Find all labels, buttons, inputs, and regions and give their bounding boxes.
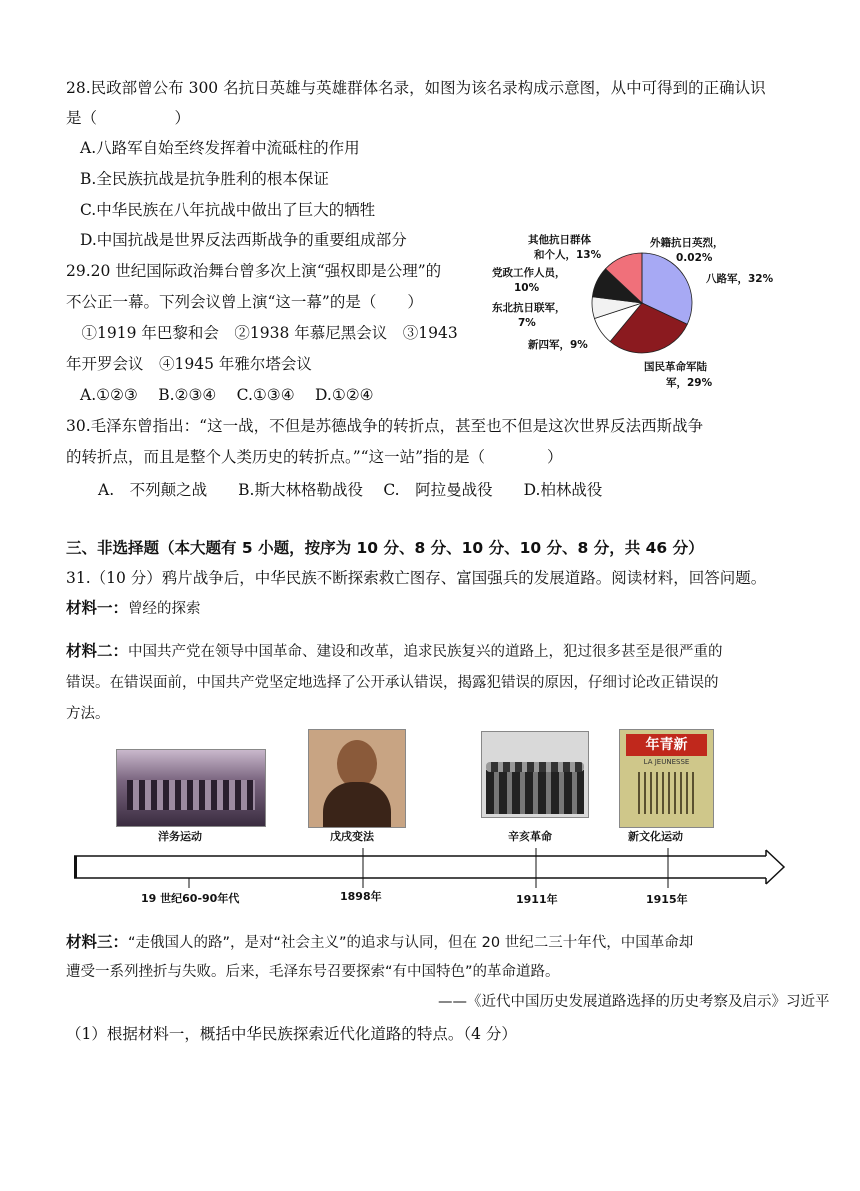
year-xinwenhua: 1915年 [646, 893, 688, 906]
material3-line2: 遭受一系列挫折与失败。后来，毛泽东号召要探索“有中国特色”的革命道路。 [66, 964, 560, 980]
label-other-b: 和个人，13% [534, 249, 602, 261]
label-dangzheng-a: 党政工作人员， [492, 267, 566, 279]
q31-sub1: （1）根据材料一，概括中华民族探索近代化道路的特点。（4 分） [66, 1025, 517, 1043]
label-dangzheng-b: 10% [514, 282, 540, 294]
label-balujun: 八路军，32% [706, 273, 774, 285]
material1-text: 曾经的探索 [128, 601, 201, 617]
yangwu-photo [116, 749, 266, 827]
material3-line1: 材料三：“走俄国人的路”，是对“社会主义”的追求与认同，但在 20 世纪二三十年代，中国革命却 [66, 933, 694, 951]
label-foreign-b: 0.02% [676, 252, 713, 264]
event-yangwu: 洋务运动 [158, 830, 202, 843]
event-xinwenhua: 新文化运动 [628, 830, 683, 843]
label-dongbei-b: 7% [518, 317, 536, 329]
q30-line2: 的转折点，而且是整个人类历史的转折点。”“这一站”指的是（ ） [66, 448, 563, 466]
label-other-a: 其他抗日群体 [528, 234, 591, 246]
q30-options: A. 不列颠之战 B.斯大林格勒战役 C. 阿拉曼战役 D.柏林战役 [98, 481, 603, 499]
q31-stem: 31.（10 分）鸦片战争后，中华民族不断探索救亡图存、富国强兵的发展道路。阅读材料，回答问题。 [66, 569, 767, 587]
pie-slices [592, 253, 692, 353]
label-xinsijun: 新四军，9% [528, 339, 588, 351]
label-guomin-b: 军，29% [666, 377, 713, 389]
q28-stem-line1: 28.民政部曾公布 300 名抗日英雄与英雄群体名录，如图为该名录构成示意图，从中可得到的正确认识 [66, 79, 766, 97]
event-xinhai: 辛亥革命 [508, 830, 552, 843]
label-foreign-a: 外籍抗日英烈， [650, 237, 724, 249]
year-yangwu: 19 世纪60-90年代 [141, 892, 240, 905]
material3-source: ——《近代中国历史发展道路选择的历史考察及启示》习近平 [438, 994, 830, 1010]
q29-line2: 不公正一幕。下列会议曾上演“这一幕”的是（ ） [66, 293, 423, 311]
q28-option-d: D.中国抗战是世界反法西斯战争的重要组成部分 [80, 231, 407, 249]
xinhai-group-photo [481, 731, 589, 818]
new-youth-magazine-cover [619, 729, 714, 828]
magazine-title: 年青新 [626, 734, 707, 756]
material2-line1: 材料二：中国共产党在领导中国革命、建设和改革，追求民族复兴的道路上，犯过很多甚至是很严重的 [66, 642, 723, 660]
q30-line1: 30.毛泽东曾指出：“这一战，不但是苏德战争的转折点，甚至也不但是这次世界反法西斯战争 [66, 417, 704, 435]
year-wuxu: 1898年 [340, 890, 382, 903]
kang-youwei-portrait [308, 729, 406, 828]
label-dongbei-a: 东北抗日联军， [492, 302, 566, 314]
q29-line3: ①1919 年巴黎和会 ②1938 年慕尼黑会议 ③1943 [66, 324, 458, 342]
year-xinhai: 1911年 [516, 893, 558, 906]
composition-pie-chart [488, 228, 788, 393]
q28-option-c: C.中华民族在八年抗战中做出了巨大的牺牲 [80, 201, 376, 219]
material1 [66, 598, 201, 619]
material2-line3: 方法。 [66, 706, 110, 722]
label-guomin-a: 国民革命军陆 [644, 361, 707, 373]
q28-stem-line2: 是（ ） [66, 109, 191, 127]
section3-heading: 三、非选择题（本大题有 5 小题，按序为 10 分、8 分、10 分、10 分、8 分，共 46 分） [66, 539, 704, 557]
material2-line2: 错误。在错误面前，中国共产党坚定地选择了公开承认错误，揭露犯错误的原因，仔细讨论改正错误的 [66, 675, 719, 691]
q28-option-b: B.全民族抗战是抗争胜利的根本保证 [80, 170, 329, 188]
q29-line1: 29.20 世纪国际政治舞台曾多次上演“强权即是公理”的 [66, 262, 442, 280]
magazine-subtitle: LA JEUNESSE [643, 758, 690, 766]
material1-label: 材料一： [66, 599, 129, 617]
event-wuxu: 戊戌变法 [330, 830, 374, 843]
q28-option-a: A.八路军自始至终发挥着中流砥柱的作用 [80, 139, 360, 157]
timeline-arrow [72, 848, 788, 888]
q29-line4: 年开罗会议 ④1945 年雅尔塔会议 [66, 355, 312, 373]
q29-options: A.①②③ B.②③④ C.①③④ D.①②④ [80, 386, 374, 404]
